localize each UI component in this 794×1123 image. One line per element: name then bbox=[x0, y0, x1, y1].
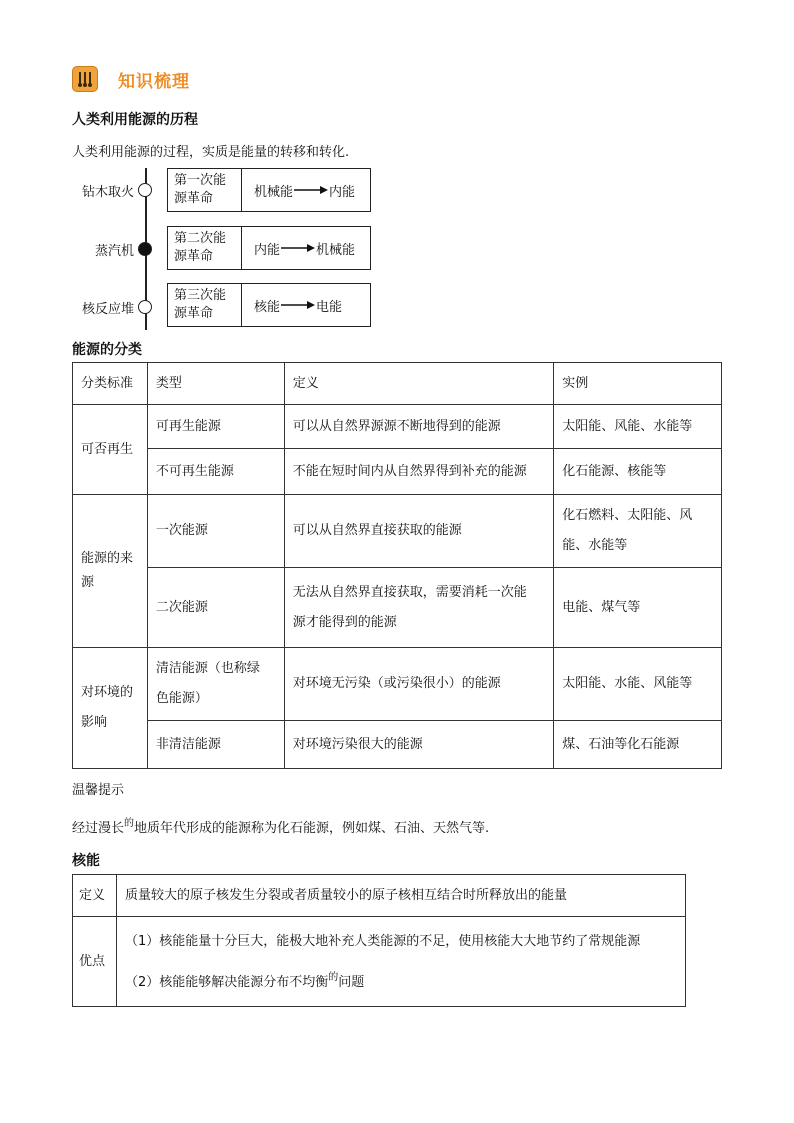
energy-classification-table bbox=[72, 362, 722, 769]
timeline-label: 钻木取火 bbox=[81, 185, 134, 200]
revolution-label-line: 源革命 bbox=[174, 249, 214, 264]
advantage-item bbox=[125, 961, 677, 1000]
table-header-cell: 实例 bbox=[554, 363, 722, 405]
revolution-label bbox=[168, 227, 242, 269]
timeline-label: 蒸汽机 bbox=[94, 244, 134, 259]
type-cell: 不可再生能源 bbox=[147, 449, 284, 495]
definition-line: 无法从自然界直接获取，需要消耗一次能 bbox=[292, 584, 527, 600]
table-row bbox=[73, 875, 686, 917]
arrow-right-icon bbox=[294, 185, 328, 195]
example-cell: 太阳能、风能、水能等 bbox=[554, 405, 722, 449]
table-row bbox=[73, 405, 722, 449]
section1-intro: 人类利用能源的过程，实质是能量的转移和转化. bbox=[72, 145, 350, 160]
energy-conversion bbox=[242, 227, 370, 269]
energy-conversion bbox=[242, 169, 370, 211]
revolution-label-line: 第二次能 bbox=[174, 231, 227, 246]
type-cell: 非清洁能源 bbox=[147, 721, 284, 769]
section3-title: 核能 bbox=[72, 853, 100, 869]
example-cell: 化石能源、核能等 bbox=[554, 449, 722, 495]
example-cell bbox=[554, 495, 722, 568]
energy-from: 机械能 bbox=[254, 184, 294, 200]
revolution-box bbox=[167, 168, 371, 212]
advantage-text-part: （2）核能能够解决能源分布不均衡 bbox=[124, 975, 329, 990]
revolution-box bbox=[167, 283, 371, 327]
section2-title: 能源的分类 bbox=[72, 342, 142, 358]
definition-cell: 可以从自然界直接获取的能源 bbox=[284, 495, 554, 568]
energy-conversion bbox=[242, 284, 370, 326]
type-cell: 一次能源 bbox=[147, 495, 284, 568]
example-line: 化石燃料、太阳能、风 bbox=[562, 508, 693, 523]
timeline-dot-hollow bbox=[138, 300, 152, 314]
table-header-row bbox=[73, 363, 722, 405]
table-row bbox=[73, 495, 722, 568]
energy-to: 电能 bbox=[316, 299, 343, 315]
revolution-label-line: 源革命 bbox=[174, 306, 214, 321]
energy-from: 内能 bbox=[254, 242, 281, 258]
revolution-label bbox=[168, 284, 242, 326]
advantage-label-cell: 优点 bbox=[73, 917, 117, 1007]
timeline-dot-hollow bbox=[138, 183, 152, 197]
timeline-label: 核反应堆 bbox=[81, 302, 134, 317]
definition-cell: 可以从自然界源源不断地得到的能源 bbox=[284, 405, 554, 449]
energy-history-timeline bbox=[72, 168, 392, 330]
example-cell: 太阳能、水能、风能等 bbox=[554, 648, 722, 721]
table-row bbox=[73, 648, 722, 721]
criterion-line: 对环境的 bbox=[81, 685, 134, 700]
header-title: 知识梳理 bbox=[118, 71, 190, 92]
definition-cell: 质量较大的原子核发生分裂或者质量较小的原子核相互结合时所释放出的能量 bbox=[116, 875, 685, 917]
criterion-cell bbox=[73, 648, 148, 769]
example-cell: 电能、煤气等 bbox=[554, 568, 722, 648]
nuclear-energy-table bbox=[72, 874, 686, 1007]
timeline-dot-filled bbox=[138, 242, 152, 256]
bell-icon bbox=[72, 66, 98, 92]
tip-text-part: 经过漫长 bbox=[72, 821, 125, 836]
section-header bbox=[72, 64, 190, 94]
energy-to: 机械能 bbox=[316, 242, 356, 258]
tip-text bbox=[72, 814, 489, 836]
criterion-line: 影响 bbox=[81, 715, 108, 730]
table-row bbox=[73, 917, 686, 1007]
criterion-line: 源 bbox=[81, 575, 95, 590]
table-header-cell: 类型 bbox=[147, 363, 284, 405]
table-row bbox=[73, 449, 722, 495]
tip-title: 温馨提示 bbox=[72, 783, 125, 798]
definition-cell bbox=[284, 568, 554, 648]
table-header-cell: 定义 bbox=[284, 363, 554, 405]
definition-cell: 对环境无污染（或污染很小）的能源 bbox=[284, 648, 554, 721]
definition-label-cell: 定义 bbox=[73, 875, 117, 917]
definition-cell: 对环境污染很大的能源 bbox=[284, 721, 554, 769]
definition-line: 源才能得到的能源 bbox=[292, 614, 397, 630]
advantage-text-part: 问题 bbox=[338, 975, 365, 990]
advantage-text-sup: 的 bbox=[328, 972, 339, 983]
revolution-label-line: 第一次能 bbox=[174, 173, 227, 188]
revolution-label-line: 第三次能 bbox=[174, 288, 227, 303]
arrow-right-icon bbox=[281, 243, 315, 253]
energy-to: 内能 bbox=[329, 184, 356, 200]
table-header-cell: 分类标准 bbox=[73, 363, 148, 405]
criterion-cell: 可否再生 bbox=[73, 405, 148, 495]
energy-from: 核能 bbox=[254, 299, 281, 315]
revolution-label bbox=[168, 169, 242, 211]
tip-text-sup: 的 bbox=[124, 818, 135, 829]
type-cell: 可再生能源 bbox=[147, 405, 284, 449]
tip-text-part: 地质年代形成的能源称为化石能源，例如煤、石油、天然气等. bbox=[134, 821, 490, 836]
revolution-box bbox=[167, 226, 371, 270]
example-cell: 煤、石油等化石能源 bbox=[554, 721, 722, 769]
example-line: 能、水能等 bbox=[562, 538, 628, 553]
definition-cell: 不能在短时间内从自然界得到补充的能源 bbox=[284, 449, 554, 495]
advantage-item: （1）核能能量十分巨大，能极大地补充人类能源的不足，使用核能大大地节约了常规能源 bbox=[124, 934, 641, 949]
type-line: 色能源） bbox=[155, 691, 208, 706]
advantage-cell bbox=[116, 917, 685, 1007]
type-line: 清洁能源（也称绿 bbox=[155, 661, 260, 676]
section1-title: 人类利用能源的历程 bbox=[72, 112, 198, 128]
type-cell bbox=[147, 648, 284, 721]
table-row bbox=[73, 568, 722, 648]
arrow-right-icon bbox=[281, 300, 315, 310]
criterion-line: 能源的来 bbox=[81, 551, 134, 566]
type-cell: 二次能源 bbox=[147, 568, 284, 648]
table-row bbox=[73, 721, 722, 769]
criterion-cell bbox=[73, 495, 148, 648]
revolution-label-line: 源革命 bbox=[174, 191, 214, 206]
